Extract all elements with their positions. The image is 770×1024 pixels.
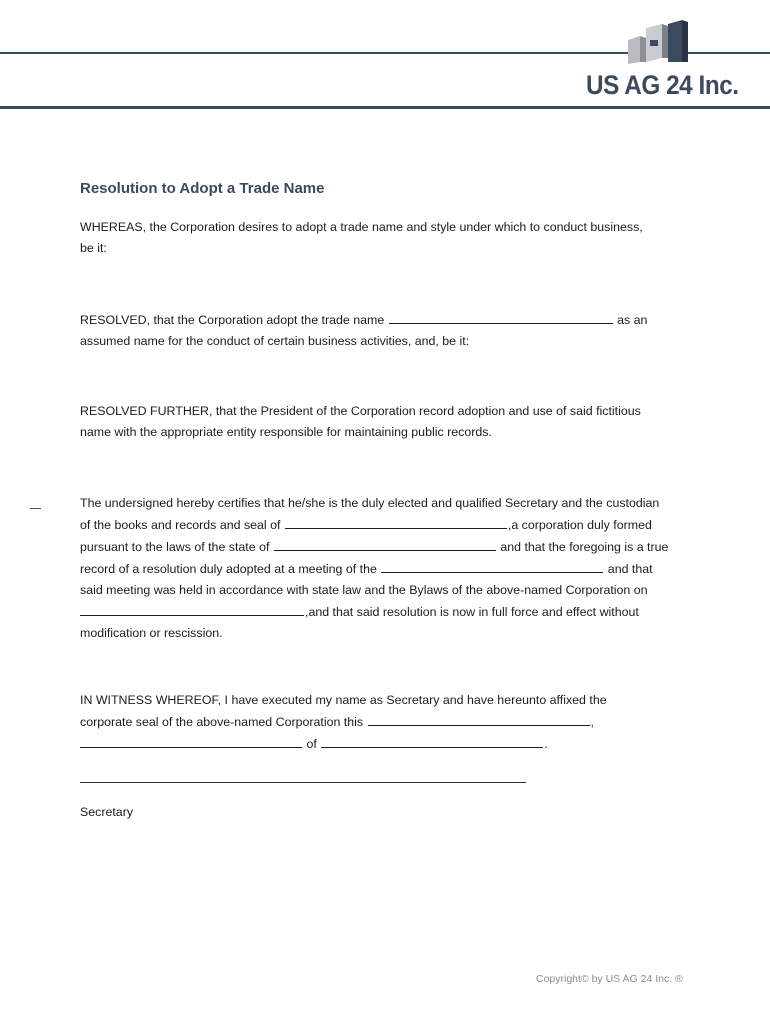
certification-line-2 — [80, 514, 700, 536]
witness-month-field[interactable] — [80, 733, 302, 748]
certification-text-6b: ,and that said resolution is now in full force and effect without — [305, 605, 639, 619]
copyright-notice: Copyright© by US AG 24 Inc. ® — [536, 973, 683, 985]
witness-line-2 — [80, 711, 700, 733]
certification-text-3a: pursuant to the laws of the state of — [80, 540, 270, 554]
certification-paragraph — [80, 493, 700, 644]
margin-mark — [30, 508, 41, 509]
certification-text-3b: and that the foregoing is a true — [500, 540, 669, 554]
state-field[interactable] — [274, 536, 496, 551]
whereas-line-1: WHEREAS, the Corporation desires to adopt a trade name and style under which to conduct business, — [80, 220, 643, 234]
secretary-signature-field[interactable] — [80, 782, 526, 783]
resolved-line-1 — [80, 309, 700, 331]
witness-text-2b: , — [590, 715, 594, 729]
certification-text-2a: of the books and records and seal of — [80, 518, 281, 532]
witness-text-2a: corporate seal of the above-named Corporation this — [80, 715, 364, 729]
resolved-text-1a: RESOLVED, that the Corporation adopt the trade name — [80, 313, 385, 327]
certification-text-4a: record of a resolution duly adopted at a meeting of the — [80, 562, 377, 576]
certification-line-5: said meeting was held in accordance with state law and the Bylaws of the above-named Corporation on — [80, 583, 648, 597]
certification-line-7: modification or rescission. — [80, 626, 223, 640]
secretary-label: Secretary — [80, 805, 134, 819]
witness-day-field[interactable] — [368, 711, 590, 726]
company-logo-text: US AG 24 Inc. — [586, 70, 739, 100]
resolved-further-line-2: name with the appropriate entity responsible for maintaining public records. — [80, 425, 492, 439]
whereas-line-2: be it: — [80, 241, 107, 255]
resolved-paragraph — [80, 309, 700, 352]
witness-line-1: IN WITNESS WHEREOF, I have executed my name as Secretary and have hereunto affixed the — [80, 693, 607, 707]
meeting-of-field[interactable] — [381, 558, 603, 573]
header-bottom-rule — [0, 106, 770, 109]
resolved-further-line-1: RESOLVED FURTHER, that the President of the Corporation record adoption and use of said fictitious — [80, 404, 641, 418]
certification-text-4b: and that — [607, 562, 653, 576]
certification-text-2b: ,a corporation duly formed — [507, 518, 652, 532]
building-blocks-logo-icon — [624, 18, 694, 66]
certification-line-1: The undersigned hereby certifies that he/she is the duly elected and qualified Secretary and the custodian — [80, 496, 660, 510]
witness-text-3-end: . — [544, 737, 548, 751]
resolved-further-paragraph — [80, 401, 700, 443]
corporation-name-field[interactable] — [285, 514, 507, 529]
resolved-line-2: assumed name for the conduct of certain business activities, and, be it: — [80, 334, 470, 348]
witness-paragraph — [80, 690, 700, 755]
trade-name-field[interactable] — [389, 309, 613, 324]
certification-line-6 — [80, 601, 700, 623]
witness-year-field[interactable] — [321, 733, 543, 748]
whereas-paragraph — [80, 217, 700, 259]
certification-line-4 — [80, 558, 700, 580]
meeting-date-field[interactable] — [80, 601, 304, 616]
certification-line-3 — [80, 536, 700, 558]
document-title: Resolution to Adopt a Trade Name — [80, 180, 325, 197]
witness-text-3-of: of — [306, 737, 317, 751]
resolved-text-1b: as an — [617, 313, 648, 327]
witness-line-3 — [80, 733, 700, 755]
